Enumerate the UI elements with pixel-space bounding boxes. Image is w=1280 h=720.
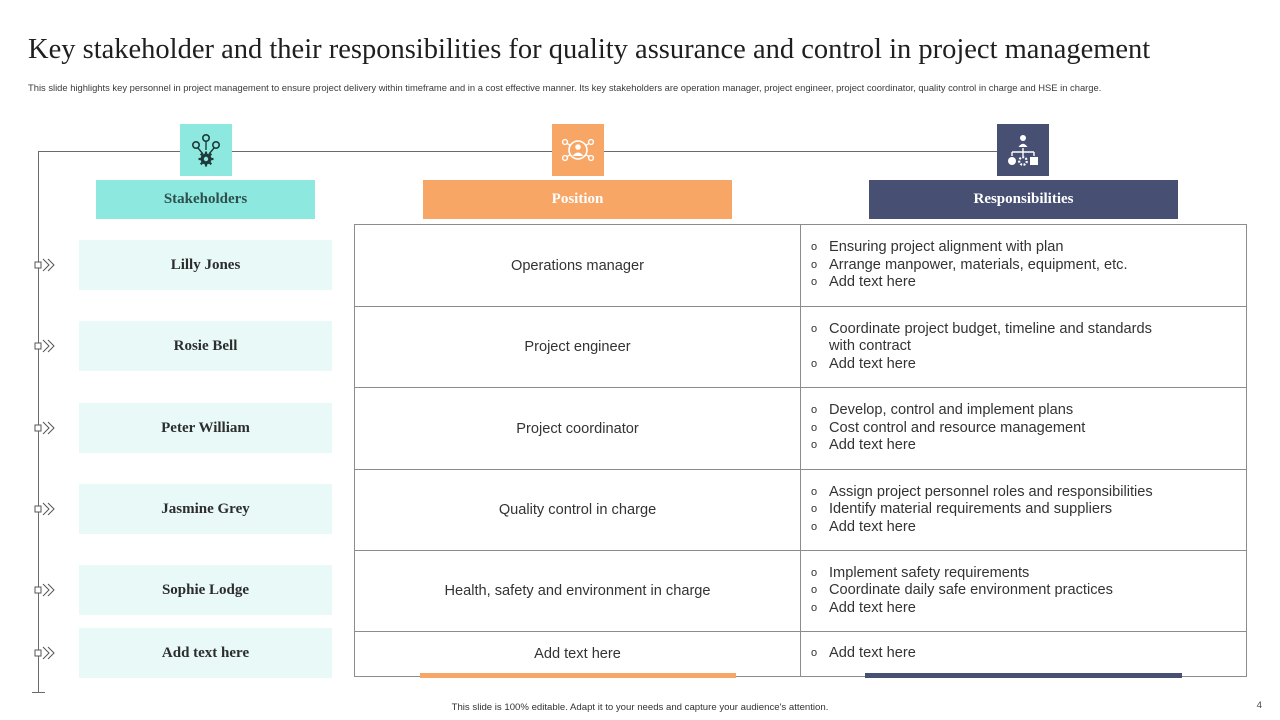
position-cell: Quality control in charge: [355, 470, 801, 550]
bullet-icon: o: [811, 566, 818, 579]
bullet-icon: o: [811, 404, 818, 417]
people-network-gear-icon: [180, 124, 232, 176]
list-item: o Add text here: [811, 437, 916, 454]
stakeholder-name: Sophie Lodge: [79, 565, 332, 615]
bullet-icon: o: [811, 503, 818, 516]
list-item: o Develop, control and implement plans: [811, 402, 1074, 419]
list-item: o Implement safety requirements: [811, 564, 1030, 581]
row-marker-icon: [34, 646, 62, 660]
slide-subtitle: This slide highlights key personnel in project management to ensure project delivery within timeframe and in a cost effective manner. Its key stakeholders are operation manager, project engineer, project coordinator, quality control in charge and HSE in charge.: [28, 82, 1102, 93]
connector-line: [38, 151, 180, 152]
row-marker-icon: [34, 421, 62, 435]
stakeholder-name: Add text here: [79, 628, 332, 678]
bullet-icon: o: [811, 601, 818, 614]
stakeholder-name: Peter William: [79, 403, 332, 453]
list-item: o Add text here: [811, 274, 916, 291]
list-item: o Add text here: [811, 599, 916, 616]
stakeholders-header: Stakeholders: [96, 180, 315, 219]
bullet-icon: o: [811, 357, 818, 370]
list-item: o Add text here: [811, 518, 916, 535]
page-number: 4: [1256, 700, 1262, 711]
bullet-icon: o: [811, 584, 818, 597]
timeline-end-tick: [32, 692, 45, 693]
list-item: o Arrange manpower, materials, equipment, etc.: [811, 256, 1128, 273]
connector-line: [232, 151, 552, 152]
footer-note: This slide is 100% editable. Adapt it to your needs and capture your audience's attention.: [451, 702, 829, 713]
responsibilities-cell: [801, 551, 1246, 631]
slide-title: Key stakeholder and their responsibilities for quality assurance and control in project management: [28, 34, 1151, 65]
row-marker-icon: [34, 583, 62, 597]
stakeholder-name: Lilly Jones: [79, 240, 332, 290]
org-chart-icon: [997, 124, 1049, 176]
bullet-icon: o: [811, 322, 818, 335]
row-marker-icon: [34, 339, 62, 353]
position-cell: Add text here: [355, 632, 801, 676]
position-cell: Project engineer: [355, 307, 801, 387]
responsibilities-cell: [801, 388, 1246, 469]
bullet-icon: o: [811, 647, 818, 660]
bullet-icon: o: [811, 520, 818, 533]
responsibilities-header: Responsibilities: [869, 180, 1178, 219]
position-cell: Project coordinator: [355, 388, 801, 469]
table-row: [355, 470, 1246, 551]
row-marker-icon: [34, 258, 62, 272]
connector-line: [604, 151, 997, 152]
table-row: [355, 632, 1246, 676]
responsibilities-cell: [801, 307, 1246, 387]
position-accent-bar: [420, 673, 736, 678]
bullet-icon: o: [811, 485, 818, 498]
list-item: o Coordinate daily safe environment practices: [811, 582, 1113, 599]
table-row: [355, 307, 1246, 388]
bullet-icon: o: [811, 241, 818, 254]
responsibilities-cell: [801, 470, 1246, 550]
list-item: o Ensuring project alignment with plan: [811, 239, 1064, 256]
list-item: o Identify material requirements and suppliers: [811, 501, 1113, 518]
position-cell: Health, safety and environment in charge: [355, 551, 801, 631]
bullet-icon: o: [811, 258, 818, 271]
table-row: [355, 551, 1246, 632]
position-cell: Operations manager: [355, 225, 801, 306]
responsibilities-cell: [801, 632, 1246, 676]
list-item: o Coordinate project budget, timeline and standards with contract: [811, 320, 1152, 355]
table-row: [355, 225, 1246, 307]
stakeholder-name: Jasmine Grey: [79, 484, 332, 534]
table-row: [355, 388, 1246, 470]
responsibilities-cell: [801, 225, 1246, 306]
row-marker-icon: [34, 502, 62, 516]
list-item: o Assign project personnel roles and responsibilities: [811, 483, 1153, 500]
list-item: o Cost control and resource management: [811, 419, 1086, 436]
responsibilities-table: [354, 224, 1247, 677]
person-network-icon: [552, 124, 604, 176]
bullet-icon: o: [811, 439, 818, 452]
position-header: Position: [423, 180, 732, 219]
list-item: o Add text here: [811, 355, 916, 372]
stakeholder-name: Rosie Bell: [79, 321, 332, 371]
list-item: o Add text here: [811, 645, 916, 662]
bullet-icon: o: [811, 276, 818, 289]
responsibilities-accent-bar: [865, 673, 1182, 678]
bullet-icon: o: [811, 421, 818, 434]
